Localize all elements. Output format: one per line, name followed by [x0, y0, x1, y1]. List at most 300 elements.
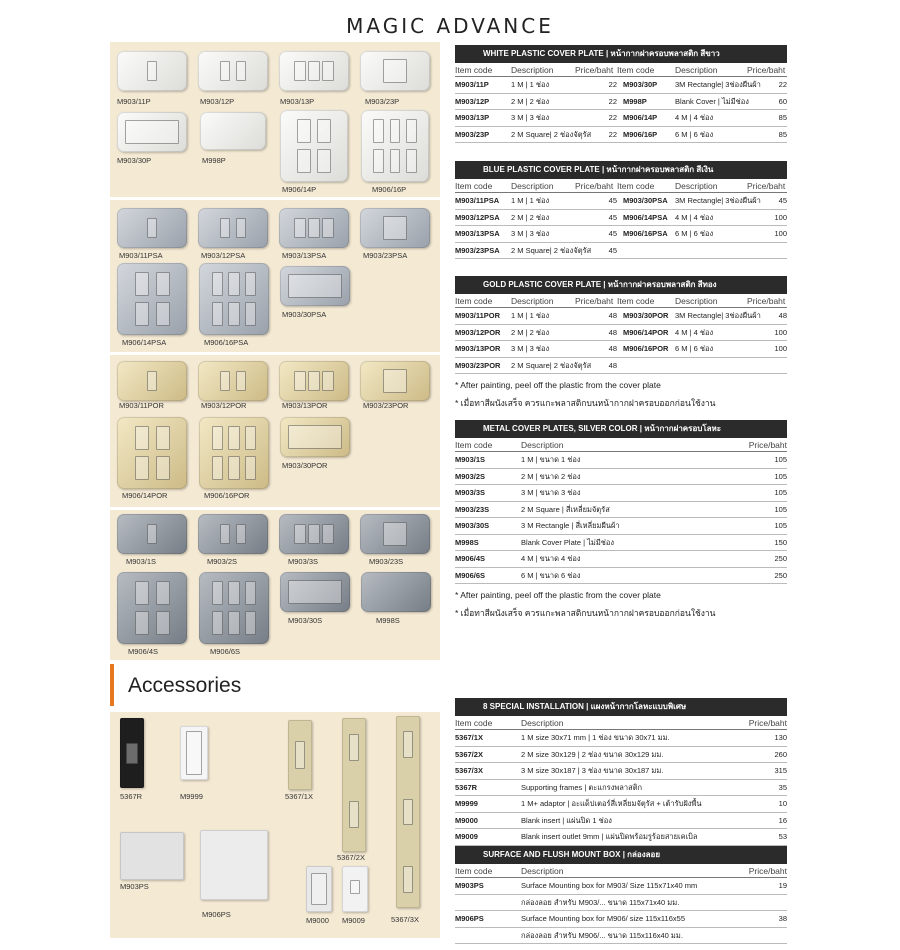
- table-cell: M903/30P: [623, 80, 658, 89]
- column-header: Price/baht: [747, 65, 786, 75]
- table-cell: 105: [774, 471, 787, 481]
- special-table: [455, 698, 787, 846]
- cover-plate: [117, 572, 187, 644]
- accessory-item: [306, 866, 332, 912]
- plate-slot: [288, 274, 341, 298]
- table-cell: 45: [608, 212, 617, 222]
- table-cell: 100: [774, 229, 787, 238]
- table-cell: 4 M | 4 ช่อง: [675, 212, 714, 222]
- plate-slot: [147, 61, 157, 81]
- silver-products-panel: [110, 510, 440, 660]
- table-cell: M906/14POR: [623, 327, 669, 337]
- plate-slot: [236, 371, 246, 391]
- table-cell: 100: [774, 212, 787, 222]
- plate-slot: [294, 524, 305, 544]
- plate-slot: [288, 580, 341, 604]
- accessory-item: [120, 832, 184, 880]
- table-cell: 1 M | 1 ช่อง: [511, 196, 550, 205]
- table-cell: 100: [774, 327, 787, 337]
- table-cell: 1 M+ adaptor | อะแด็ปเตอร์สี่เหลี่ยมจัตุรัส + เต้ารับฝังพื้น: [521, 799, 702, 808]
- table-cell: 53: [778, 832, 787, 841]
- accessory-slot: [403, 799, 413, 826]
- table-cell: 35: [778, 782, 787, 792]
- table-row: [455, 502, 787, 519]
- plate-slot: [236, 218, 246, 238]
- footnote: * After painting, peel off the plastic from the cover plate: [455, 380, 661, 390]
- plate-slot: [236, 524, 246, 544]
- table-cell: [727, 895, 787, 911]
- table-cell: M903/1S: [455, 455, 486, 464]
- cover-plate: [361, 110, 429, 182]
- accessory-item: [120, 718, 144, 788]
- accessories-accent-bar: [110, 664, 114, 706]
- table-row: [455, 210, 787, 227]
- cover-plate: [360, 51, 430, 91]
- product-label: M906/6S: [210, 647, 241, 656]
- table-cell: 2 M | 2 ช่อง: [511, 327, 550, 337]
- accessory-item: [396, 716, 420, 908]
- table-row: [455, 325, 787, 342]
- cover-plate: [117, 112, 187, 152]
- product-label: M903/11POR: [119, 401, 164, 410]
- table-row: [455, 730, 787, 747]
- product-label: M903/23POR: [363, 401, 409, 410]
- table-cell: 3 M | 3 ช่อง: [511, 229, 550, 238]
- table-cell: 130: [774, 733, 787, 742]
- table-cell: [617, 243, 675, 259]
- plate-slot: [228, 456, 239, 480]
- table-cell: M903PS: [455, 881, 484, 890]
- table-cell: 48: [608, 360, 617, 370]
- plate-slot: [212, 611, 223, 635]
- table-cell: M9009: [455, 832, 478, 841]
- table-cell: 2 M Square| 2 ช่องจัตุรัส: [511, 245, 592, 255]
- plate-slot: [220, 218, 230, 238]
- accessory-label: 5367/1X: [285, 792, 313, 801]
- plate-slot: [322, 61, 333, 81]
- table-row: [455, 485, 787, 502]
- accessory-slot: [403, 731, 413, 758]
- table-cell: M906/14P: [623, 113, 658, 122]
- table-column-headers: [455, 438, 787, 452]
- table-cell: 6 M | 6 ช่อง: [675, 344, 714, 353]
- table-cell: M903/3S: [455, 488, 486, 497]
- table-cell: M903/12P: [455, 96, 490, 106]
- plate-slot: [135, 611, 149, 635]
- accessory-item: [342, 718, 366, 852]
- table-row: [455, 193, 787, 210]
- table-cell: 6 M | 6 ช่อง: [675, 229, 714, 238]
- cover-plate: [200, 112, 266, 150]
- column-header: Item code: [455, 718, 493, 728]
- plate-slot: [156, 581, 170, 605]
- plate-slot: [383, 216, 407, 240]
- column-header: Description: [511, 296, 554, 306]
- plate-slot: [288, 425, 341, 449]
- plate-slot: [373, 149, 384, 173]
- product-label: M903/2S: [207, 557, 238, 566]
- table-column-headers: [455, 179, 787, 193]
- table-cell: 3M Rectangle| 3ช่องผืนผ้า: [675, 80, 761, 89]
- table-cell: 2 M Square | สี่เหลี่ยมจัตุรัส: [521, 504, 610, 514]
- table-row: [455, 747, 787, 764]
- product-label: M903/23P: [365, 97, 400, 106]
- table-cell: 6 M | ขนาด 6 ช่อง: [521, 570, 581, 580]
- table-cell: M906/16PSA: [623, 229, 668, 238]
- plate-slot: [245, 426, 256, 450]
- plate-slot: [228, 581, 239, 605]
- box-table: [455, 846, 787, 944]
- table-row: [455, 813, 787, 830]
- plate-slot: [390, 149, 401, 173]
- plate-slot: [156, 272, 170, 296]
- plate-slot: [383, 369, 407, 393]
- table-cell: M906/4S: [455, 554, 486, 563]
- plate-slot: [245, 581, 256, 605]
- product-label: M903/30PSA: [282, 310, 327, 319]
- table-cell: 45: [778, 196, 787, 205]
- cover-plate: [280, 266, 350, 306]
- accessory-item: [200, 830, 268, 900]
- table-row: [455, 568, 787, 585]
- product-label: M903/23PSA: [363, 251, 408, 260]
- table-cell: M903/13PSA: [455, 229, 500, 238]
- table-cell: M903/11P: [455, 80, 489, 89]
- product-label: M906/4S: [128, 647, 159, 656]
- table-cell: 1 M | 1 ช่อง: [511, 311, 550, 320]
- table-cell: Blank Cover Plate | ไม่มีช่อง: [521, 537, 615, 547]
- column-header: Price/baht: [747, 296, 786, 306]
- table-column-headers: [455, 716, 787, 730]
- table-row: [455, 763, 787, 780]
- plate-slot: [156, 456, 170, 480]
- product-label: M906/16PSA: [204, 338, 249, 347]
- cover-plate: [280, 417, 350, 457]
- table-cell: [455, 895, 521, 911]
- plate-slot: [294, 371, 305, 391]
- cover-plate: [280, 572, 350, 612]
- table-header: SURFACE AND FLUSH MOUNT BOX | กล่องลอย: [455, 846, 787, 864]
- table-cell: 2 M | ขนาด 2 ช่อง: [521, 471, 581, 481]
- product-label: M906/14PSA: [122, 338, 167, 347]
- plate-slot: [308, 61, 319, 81]
- product-label: M906/16P: [372, 185, 407, 194]
- metal-table: [455, 420, 787, 584]
- product-label: M903/12PSA: [201, 251, 246, 260]
- table-cell: Surface Mounting box for M906/ size 115x116x55: [521, 914, 685, 923]
- column-header: Price/baht: [748, 866, 787, 876]
- product-label: M906/14POR: [122, 491, 168, 500]
- cover-plate: [198, 51, 268, 91]
- table-cell: M903/23P: [455, 129, 490, 139]
- column-header: Description: [521, 718, 564, 728]
- plate-slot: [383, 59, 407, 83]
- plate-slot: [220, 524, 230, 544]
- table-cell: 48: [778, 311, 787, 320]
- white-products-panel: [110, 42, 440, 197]
- table-cell: 85: [778, 113, 787, 122]
- table-cell: 105: [774, 455, 787, 464]
- blue-table: [455, 161, 787, 259]
- accessory-slot: [403, 866, 413, 893]
- plate-slot: [228, 611, 239, 635]
- accessory-label: M9000: [306, 916, 329, 925]
- plate-slot: [308, 524, 319, 544]
- blue-products-panel: [110, 200, 440, 352]
- table-row: [455, 94, 787, 111]
- plate-slot: [322, 218, 333, 238]
- accessory-item: [288, 720, 312, 790]
- table-cell: M906/14PSA: [623, 212, 668, 222]
- plate-slot: [156, 426, 170, 450]
- cover-plate: [199, 263, 269, 335]
- product-label: M998S: [376, 616, 400, 625]
- table-row: [455, 308, 787, 325]
- table-cell: M903/30POR: [623, 311, 669, 320]
- table-cell: M906PS: [455, 914, 484, 923]
- table-cell: 48: [608, 344, 617, 353]
- table-header: GOLD PLASTIC COVER PLATE | หน้ากากฝาครอบพลาสติก สีทอง: [455, 276, 787, 294]
- product-label: M903/30POR: [282, 461, 328, 470]
- table-cell: [747, 243, 787, 259]
- table-cell: [455, 928, 521, 944]
- table-column-headers: [455, 63, 787, 77]
- column-header: Price/baht: [747, 181, 786, 191]
- table-cell: 22: [608, 129, 617, 139]
- footnote: * After painting, peel off the plastic from the cover plate: [455, 590, 661, 600]
- table-cell: 1 M | ขนาด 1 ช่อง: [521, 455, 581, 464]
- table-header: METAL COVER PLATES, SILVER COLOR | หน้ากากฝาครอบโลหะ: [455, 420, 787, 438]
- accessory-slot: [186, 731, 203, 774]
- footnote: * เมื่อทาสีผนังเสร็จ ควรแกะพลาสติกบนหน้ากากฝาครอบออกก่อนใช้งาน: [455, 608, 716, 618]
- table-cell: 3 M | 3 ช่อง: [511, 113, 550, 122]
- table-row: [455, 535, 787, 552]
- accessory-slot: [350, 880, 360, 894]
- table-cell: [675, 358, 747, 374]
- table-cell: 100: [774, 344, 787, 353]
- table-cell: M903/13P: [455, 113, 490, 122]
- table-cell: M906/6S: [455, 570, 486, 580]
- cover-plate: [360, 514, 430, 554]
- plate-slot: [135, 302, 149, 326]
- table-row: [455, 878, 787, 895]
- accessory-item: [180, 726, 208, 780]
- table-cell: 45: [608, 245, 617, 255]
- table-row: [455, 226, 787, 243]
- cover-plate: [117, 208, 187, 248]
- table-cell: 4 M | ขนาด 4 ช่อง: [521, 554, 581, 563]
- product-label: M903/12POR: [201, 401, 247, 410]
- accessory-slot: [295, 741, 305, 769]
- table-cell: [675, 243, 747, 259]
- column-header: Description: [521, 866, 564, 876]
- table-row: [455, 895, 787, 912]
- table-cell: M9000: [455, 815, 478, 825]
- table-cell: 2 M | 2 ช่อง: [511, 96, 550, 106]
- plate-slot: [147, 524, 157, 544]
- plate-slot: [228, 272, 239, 296]
- plate-slot: [147, 218, 157, 238]
- column-header: Item code: [455, 866, 493, 876]
- column-header: Description: [521, 440, 564, 450]
- plate-slot: [390, 119, 401, 143]
- cover-plate: [117, 263, 187, 335]
- column-header: Item code: [617, 296, 655, 306]
- footnote: * เมื่อทาสีผนังเสร็จ ควรแกะพลาสติกบนหน้ากากฝาครอบออกก่อนใช้งาน: [455, 398, 716, 408]
- plate-slot: [294, 218, 305, 238]
- product-label: M903/12P: [200, 97, 235, 106]
- gold-table: [455, 276, 787, 374]
- table-row: [455, 518, 787, 535]
- plate-slot: [220, 371, 230, 391]
- table-row: [455, 110, 787, 127]
- cover-plate: [279, 51, 349, 91]
- plate-slot: [125, 120, 178, 144]
- table-cell: 22: [608, 96, 617, 106]
- product-label: M998P: [202, 156, 226, 165]
- column-header: Price/baht: [748, 718, 787, 728]
- table-row: [455, 928, 787, 945]
- plate-slot: [135, 426, 149, 450]
- table-cell: กล่องลอย สำหรับ M903/... ขนาด 115x71x40 มม.: [521, 897, 680, 907]
- accessories-panel: [110, 712, 440, 938]
- plate-slot: [245, 272, 256, 296]
- product-label: M903/11PSA: [119, 251, 163, 260]
- table-cell: 5367/2X: [455, 749, 483, 759]
- product-label: M903/3S: [288, 557, 319, 566]
- cover-plate: [280, 110, 348, 182]
- cover-plate: [117, 514, 187, 554]
- plate-slot: [220, 61, 230, 81]
- plate-slot: [373, 119, 384, 143]
- accessory-slot: [311, 873, 327, 905]
- table-row: [455, 452, 787, 469]
- accessory-slot: [349, 734, 359, 761]
- table-row: [455, 469, 787, 486]
- table-cell: Supporting frames | ตะแกรงพลาสติก: [521, 782, 643, 792]
- column-header: Item code: [617, 181, 655, 191]
- product-label: M903/30P: [117, 156, 152, 165]
- plate-slot: [135, 581, 149, 605]
- table-cell: M998S: [455, 537, 479, 547]
- column-header: Price/baht: [575, 296, 614, 306]
- table-cell: M906/16POR: [623, 344, 669, 353]
- table-cell: 250: [774, 570, 787, 580]
- table-cell: 2 M Square| 2 ช่องจัตุรัส: [511, 360, 592, 370]
- accessory-label: 5367/2X: [337, 853, 365, 862]
- gold-products-panel: [110, 355, 440, 507]
- accessory-slot: [126, 743, 138, 764]
- plate-slot: [212, 272, 223, 296]
- table-cell: 3M Rectangle| 3ช่องผืนผ้า: [675, 311, 761, 320]
- column-header: Description: [511, 65, 554, 75]
- table-cell: 6 M | 6 ช่อง: [675, 129, 714, 139]
- accessory-label: 5367R: [120, 792, 143, 801]
- table-column-headers: [455, 864, 787, 878]
- accessories-title: Accessories: [128, 674, 242, 697]
- plate-slot: [236, 61, 246, 81]
- cover-plate: [198, 361, 268, 401]
- cover-plate: [279, 361, 349, 401]
- table-cell: 4 M | 4 ช่อง: [675, 113, 714, 122]
- table-cell: M903/12POR: [455, 327, 501, 337]
- plate-slot: [228, 426, 239, 450]
- table-cell: 5367R: [455, 782, 478, 792]
- table-cell: M903/23S: [455, 504, 490, 514]
- product-label: M903/13POR: [282, 401, 328, 410]
- plate-slot: [212, 581, 223, 605]
- cover-plate: [361, 572, 431, 612]
- table-cell: 150: [774, 537, 787, 547]
- table-cell: 16: [778, 815, 787, 825]
- table-cell: Surface Mounting box for M903/ Size 115x71x40 mm: [521, 881, 698, 890]
- table-cell: 38: [778, 914, 787, 923]
- table-cell: 48: [608, 311, 617, 320]
- table-cell: M903/13POR: [455, 344, 501, 353]
- table-row: [455, 341, 787, 358]
- table-row: [455, 358, 787, 375]
- table-cell: 3 M | ขนาด 3 ช่อง: [521, 488, 581, 497]
- table-cell: 1 M | 1 ช่อง: [511, 80, 550, 89]
- table-row: [455, 77, 787, 94]
- table-column-headers: [455, 294, 787, 308]
- table-cell: 22: [778, 80, 787, 89]
- table-cell: 105: [774, 488, 787, 497]
- plate-slot: [245, 611, 256, 635]
- table-cell: กล่องลอย สำหรับ M906/... ขนาด 115x116x40 มม.: [521, 930, 683, 940]
- cover-plate: [117, 417, 187, 489]
- plate-slot: [406, 119, 417, 143]
- accessory-label: M9999: [180, 792, 203, 801]
- table-cell: M903/23PSA: [455, 245, 500, 255]
- table-header: WHITE PLASTIC COVER PLATE | หน้ากากฝาครอบพลาสติก สีขาว: [455, 45, 787, 63]
- product-label: M903/1S: [126, 557, 157, 566]
- cover-plate: [279, 208, 349, 248]
- table-cell: 3M Rectangle| 3ช่องผืนผ้า: [675, 196, 761, 205]
- plate-slot: [322, 371, 333, 391]
- table-cell: 5367/1X: [455, 733, 483, 742]
- table-cell: 85: [778, 129, 787, 139]
- table-cell: 250: [774, 554, 787, 563]
- product-label: M903/13PSA: [282, 251, 327, 260]
- table-cell: 45: [608, 229, 617, 238]
- column-header: Item code: [617, 65, 655, 75]
- product-label: M903/30S: [288, 616, 323, 625]
- table-header: BLUE PLASTIC COVER PLATE | หน้ากากฝาครอบพลาสติก สีเงิน: [455, 161, 787, 179]
- table-cell: M998P: [623, 96, 647, 106]
- plate-slot: [308, 218, 319, 238]
- plate-slot: [297, 119, 311, 143]
- table-cell: Blank Cover | ไม่มีช่อง: [675, 96, 749, 106]
- plate-slot: [147, 371, 157, 391]
- plate-slot: [156, 302, 170, 326]
- table-cell: [617, 358, 675, 374]
- table-row: [455, 127, 787, 144]
- plate-slot: [322, 524, 333, 544]
- accessory-slot: [349, 801, 359, 828]
- table-cell: 22: [608, 113, 617, 122]
- table-row: [455, 243, 787, 260]
- table-cell: 260: [774, 749, 787, 759]
- accessory-label: 5367/3X: [391, 915, 419, 924]
- column-header: Item code: [455, 296, 493, 306]
- table-cell: M903/11PSA: [455, 196, 500, 205]
- column-header: Price/baht: [748, 440, 787, 450]
- accessory-item: [342, 866, 368, 912]
- column-header: Item code: [455, 181, 493, 191]
- table-cell: [727, 928, 787, 944]
- plate-slot: [294, 61, 305, 81]
